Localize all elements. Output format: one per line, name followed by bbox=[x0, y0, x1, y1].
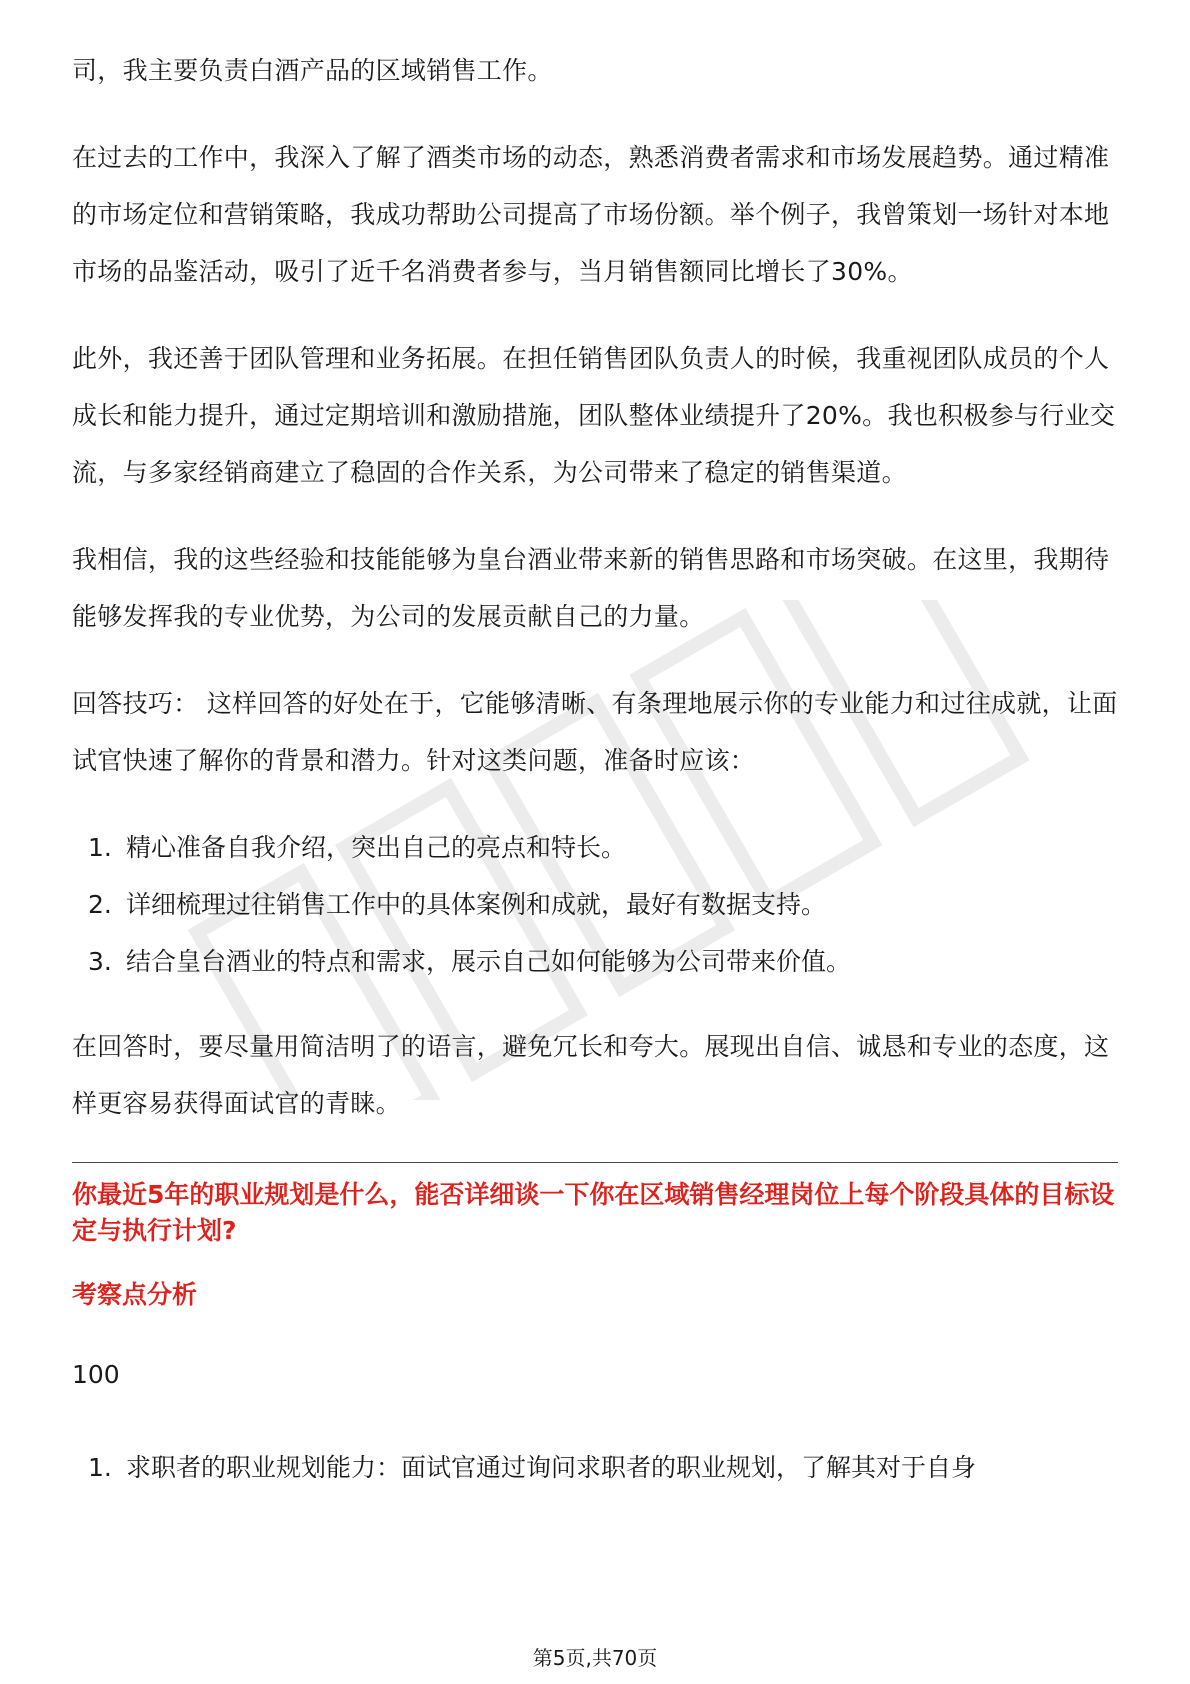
list-item: 3. 结合皇台酒业的特点和需求，展示自己如何能够为公司带来价值。 bbox=[88, 947, 852, 976]
paragraph-tips: 回答技巧： 这样回答的好处在于，它能够清晰、有条理地展示你的专业能力和过往成就，让面试官快速了解你的背景和潜力。针对这类问题，准备时应该： bbox=[72, 689, 1118, 775]
paragraph-team: 此外，我还善于团队管理和业务拓展。在担任销售团队负责人的时候，我重视团队成员的个人成长和能力提升，通过定期培训和激励措施，团队整体业绩提升了20%。我也积极参与行业交流，与多家经销商建立了稳固的合作关系，为公司带来了稳定的销售渠道。 bbox=[72, 344, 1116, 487]
page-footer: 第5页,共70页 bbox=[532, 1646, 658, 1670]
analysis-list bbox=[72, 1439, 1118, 1496]
score-value: 100 bbox=[72, 1360, 120, 1389]
divider bbox=[72, 1162, 1118, 1163]
content bbox=[72, 42, 1118, 1524]
tips-list bbox=[72, 819, 1118, 990]
paragraph-belief: 我相信，我的这些经验和技能能够为皇台酒业带来新的销售思路和市场突破。在这里，我期待能够发挥我的专业优势，为公司的发展贡献自己的力量。 bbox=[72, 545, 1110, 631]
paragraph-intro: 司，我主要负责白酒产品的区域销售工作。 bbox=[72, 56, 553, 85]
paragraph-closing: 在回答时，要尽量用简洁明了的语言，避免冗长和夸大。展现出自信、诚恳和专业的态度，这样更容易获得面试官的青睐。 bbox=[72, 1032, 1110, 1118]
section-title: 考察点分析 bbox=[72, 1280, 198, 1309]
list-item: 1. 求职者的职业规划能力：面试官通过询问求职者的职业规划，了解其对于自身 bbox=[88, 1453, 977, 1482]
list-item: 1. 精心准备自我介绍，突出自己的亮点和特长。 bbox=[88, 833, 627, 862]
list-item: 2. 详细梳理过往销售工作中的具体案例和成就，最好有数据支持。 bbox=[88, 890, 827, 919]
paragraph-experience: 在过去的工作中，我深入了解了酒类市场的动态，熟悉消费者需求和市场发展趋势。通过精准的市场定位和营销策略，我成功帮助公司提高了市场份额。举个例子，我曾策划一场针对本地市场的品鉴活动，吸引了近千名消费者参与，当月销售额同比增长了30%。 bbox=[72, 143, 1110, 286]
question-heading: 你最近5年的职业规划是什么，能否详细谈一下你在区域销售经理岗位上每个阶段具体的目标设定与执行计划? bbox=[72, 1180, 1115, 1245]
